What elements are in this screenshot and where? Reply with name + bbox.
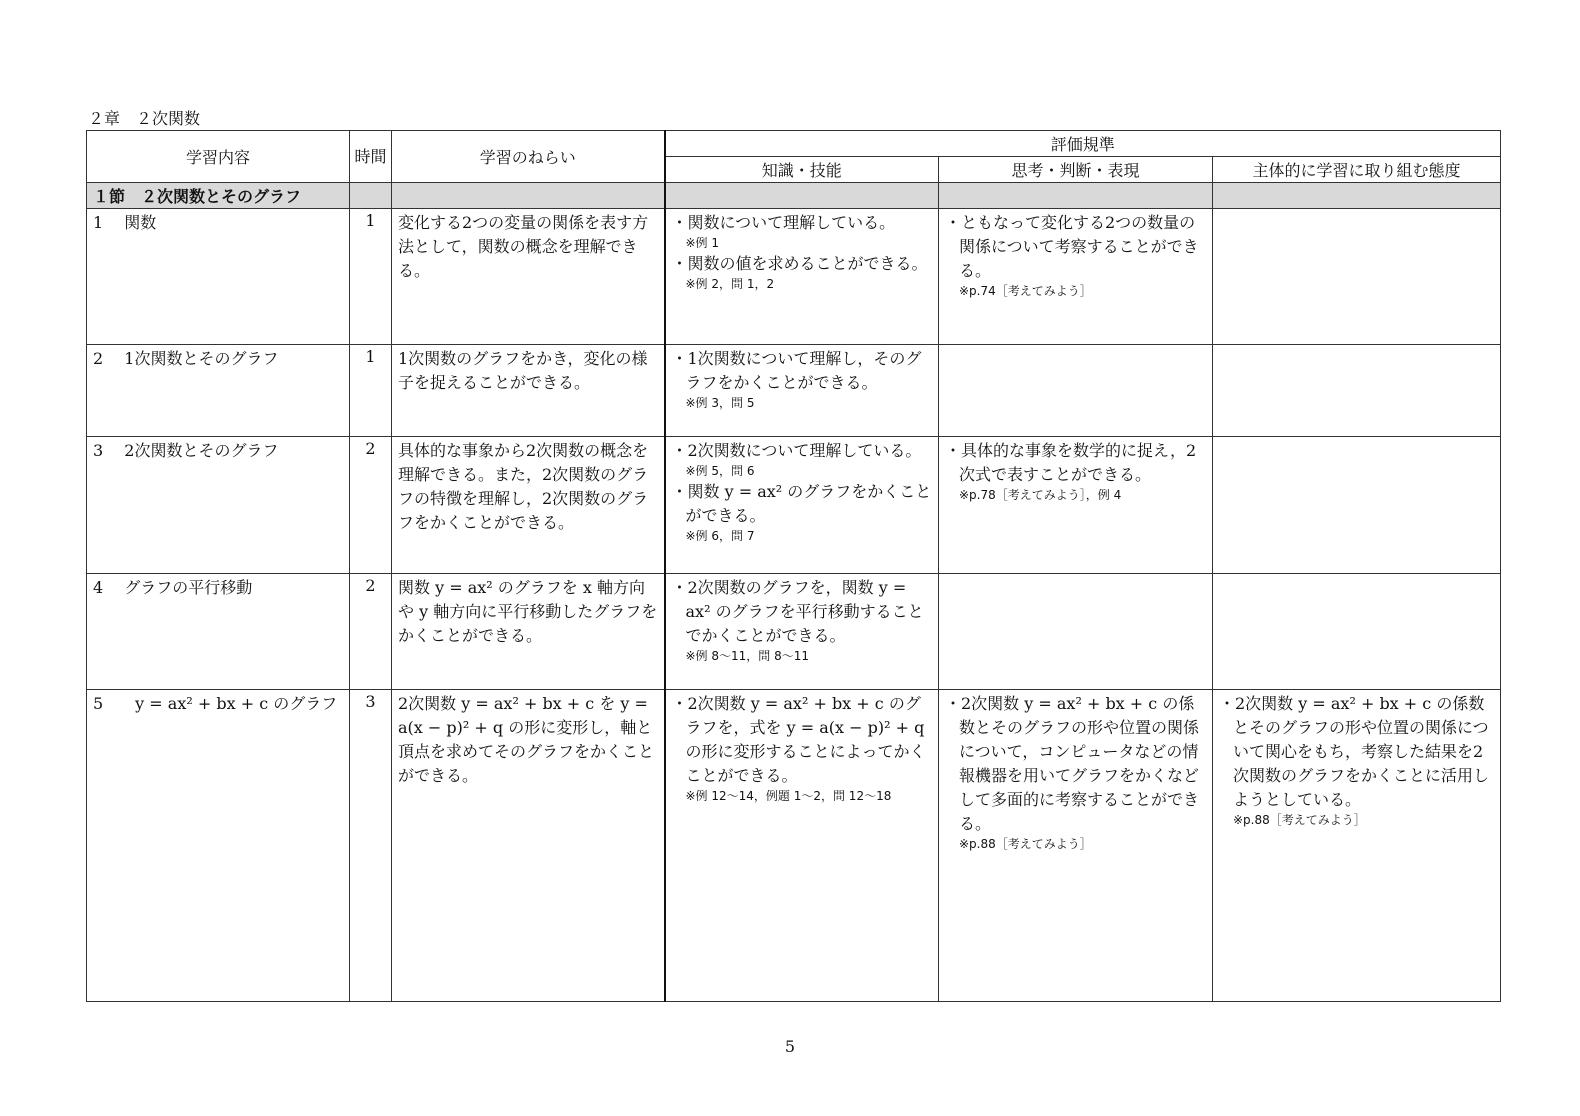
table-row [87, 690, 1501, 1002]
row-hours: 2 [350, 437, 392, 574]
row-attitude [1213, 574, 1501, 690]
knowledge-item: ・関数について理解している。 [671, 213, 896, 232]
attitude-ref: ※p.88［考えてみよう］ [1233, 813, 1366, 827]
row-thinking [939, 574, 1213, 690]
row-hours: 3 [350, 690, 392, 1002]
knowledge-item: ・2次関数について理解している。 [671, 441, 922, 460]
row-knowledge [665, 345, 939, 437]
row-attitude [1213, 345, 1501, 437]
row-aim: 2次関数 y = ax² + bx + c を y = a(x − p)² + q の形に変形し，軸と頂点を求めてそのグラフをかくことができる。 [392, 690, 665, 1002]
header-hours: 時間 [350, 131, 392, 183]
knowledge-item: ・関数 y = ax² のグラフをかくことができる。 [671, 482, 932, 525]
row-aim: 1次関数のグラフをかき，変化の様子を捉えることができる。 [392, 345, 665, 437]
row-thinking [939, 690, 1213, 1002]
row-content: 3 2次関数とそのグラフ [87, 437, 350, 574]
thinking-ref: ※p.88［考えてみよう］ [959, 837, 1092, 851]
row-content: 2 1次関数とそのグラフ [87, 345, 350, 437]
header-knowledge: 知識・技能 [665, 157, 939, 183]
header-content: 学習内容 [87, 131, 350, 183]
row-thinking [939, 209, 1213, 345]
row-knowledge [665, 437, 939, 574]
row-attitude [1213, 437, 1501, 574]
knowledge-ref: ※例 5，問 6 [685, 464, 755, 478]
table-row [87, 345, 1501, 437]
header-thinking: 思考・判断・表現 [939, 157, 1213, 183]
section-row [87, 183, 1501, 209]
row-knowledge [665, 574, 939, 690]
page-number: 5 [784, 1037, 796, 1056]
row-hours: 1 [350, 209, 392, 345]
thinking-item: ・2次関数 y = ax² + bx + c の係数とそのグラフの形や位置の関係について，コンピュータなどの情報機器を用いてグラフをかくなどして多面的に考察することができる。 [945, 694, 1200, 833]
knowledge-ref: ※例 8〜11，問 8〜11 [685, 649, 809, 663]
knowledge-ref: ※例 3，問 5 [685, 396, 755, 410]
row-hours: 1 [350, 345, 392, 437]
header-attitude: 主体的に学習に取り組む態度 [1213, 157, 1501, 183]
row-aim: 変化する2つの変量の関係を表す方法として，関数の概念を理解できる。 [392, 209, 665, 345]
thinking-ref: ※p.78［考えてみよう］，例 4 [959, 488, 1122, 502]
table-row [87, 209, 1501, 345]
row-content: 4 グラフの平行移動 [87, 574, 350, 690]
thinking-ref: ※p.74［考えてみよう］ [959, 284, 1092, 298]
table-row [87, 437, 1501, 574]
knowledge-ref: ※例 2，問 1，2 [685, 277, 775, 291]
thinking-item: ・具体的な事象を数学的に捉え，2次式で表すことができる。 [945, 441, 1197, 484]
row-attitude [1213, 690, 1501, 1002]
row-attitude [1213, 209, 1501, 345]
knowledge-item: ・2次関数のグラフを，関数 y = ax² のグラフを平行移動することでかくことができる。 [671, 578, 924, 645]
row-thinking [939, 345, 1213, 437]
knowledge-item: ・1次関数について理解し，そのグラフをかくことができる。 [671, 349, 922, 392]
knowledge-item: ・関数の値を求めることができる。 [671, 254, 928, 273]
knowledge-ref: ※例 6，問 7 [685, 529, 755, 543]
row-thinking [939, 437, 1213, 574]
row-aim: 具体的な事象から2次関数の概念を理解できる。また，2次関数のグラフの特徴を理解し，2次関数のグラフをかくことができる。 [392, 437, 665, 574]
row-content: 5 y = ax² + bx + c のグラフ [87, 690, 350, 1002]
header-aim: 学習のねらい [392, 131, 665, 183]
table-row [87, 574, 1501, 690]
chapter-title: ２章 ２次関数 [88, 109, 201, 128]
attitude-item: ・2次関数 y = ax² + bx + c の係数とそのグラフの形や位置の関係について関心をもち，考察した結果を2次関数のグラフをかくことに活用しようとしている。 [1219, 694, 1490, 809]
row-knowledge [665, 690, 939, 1002]
row-knowledge [665, 209, 939, 345]
row-aim: 関数 y = ax² のグラフを x 軸方向や y 軸方向に平行移動したグラフをかくことができる。 [392, 574, 665, 690]
header-criteria: 評価規準 [665, 131, 1501, 157]
knowledge-ref: ※例 12〜14，例題 1〜2，問 12〜18 [685, 789, 892, 803]
knowledge-ref: ※例 1 [685, 236, 720, 250]
knowledge-item: ・2次関数 y = ax² + bx + c のグラフを，式を y = a(x − p)² + q の形に変形することによってかくことができる。 [671, 694, 926, 785]
curriculum-table [86, 130, 1501, 1002]
thinking-item: ・ともなって変化する2つの数量の関係について考察することができる。 [945, 213, 1199, 280]
row-hours: 2 [350, 574, 392, 690]
row-content: 1 関数 [87, 209, 350, 345]
section-title: １節 ２次関数とそのグラフ [87, 183, 350, 209]
